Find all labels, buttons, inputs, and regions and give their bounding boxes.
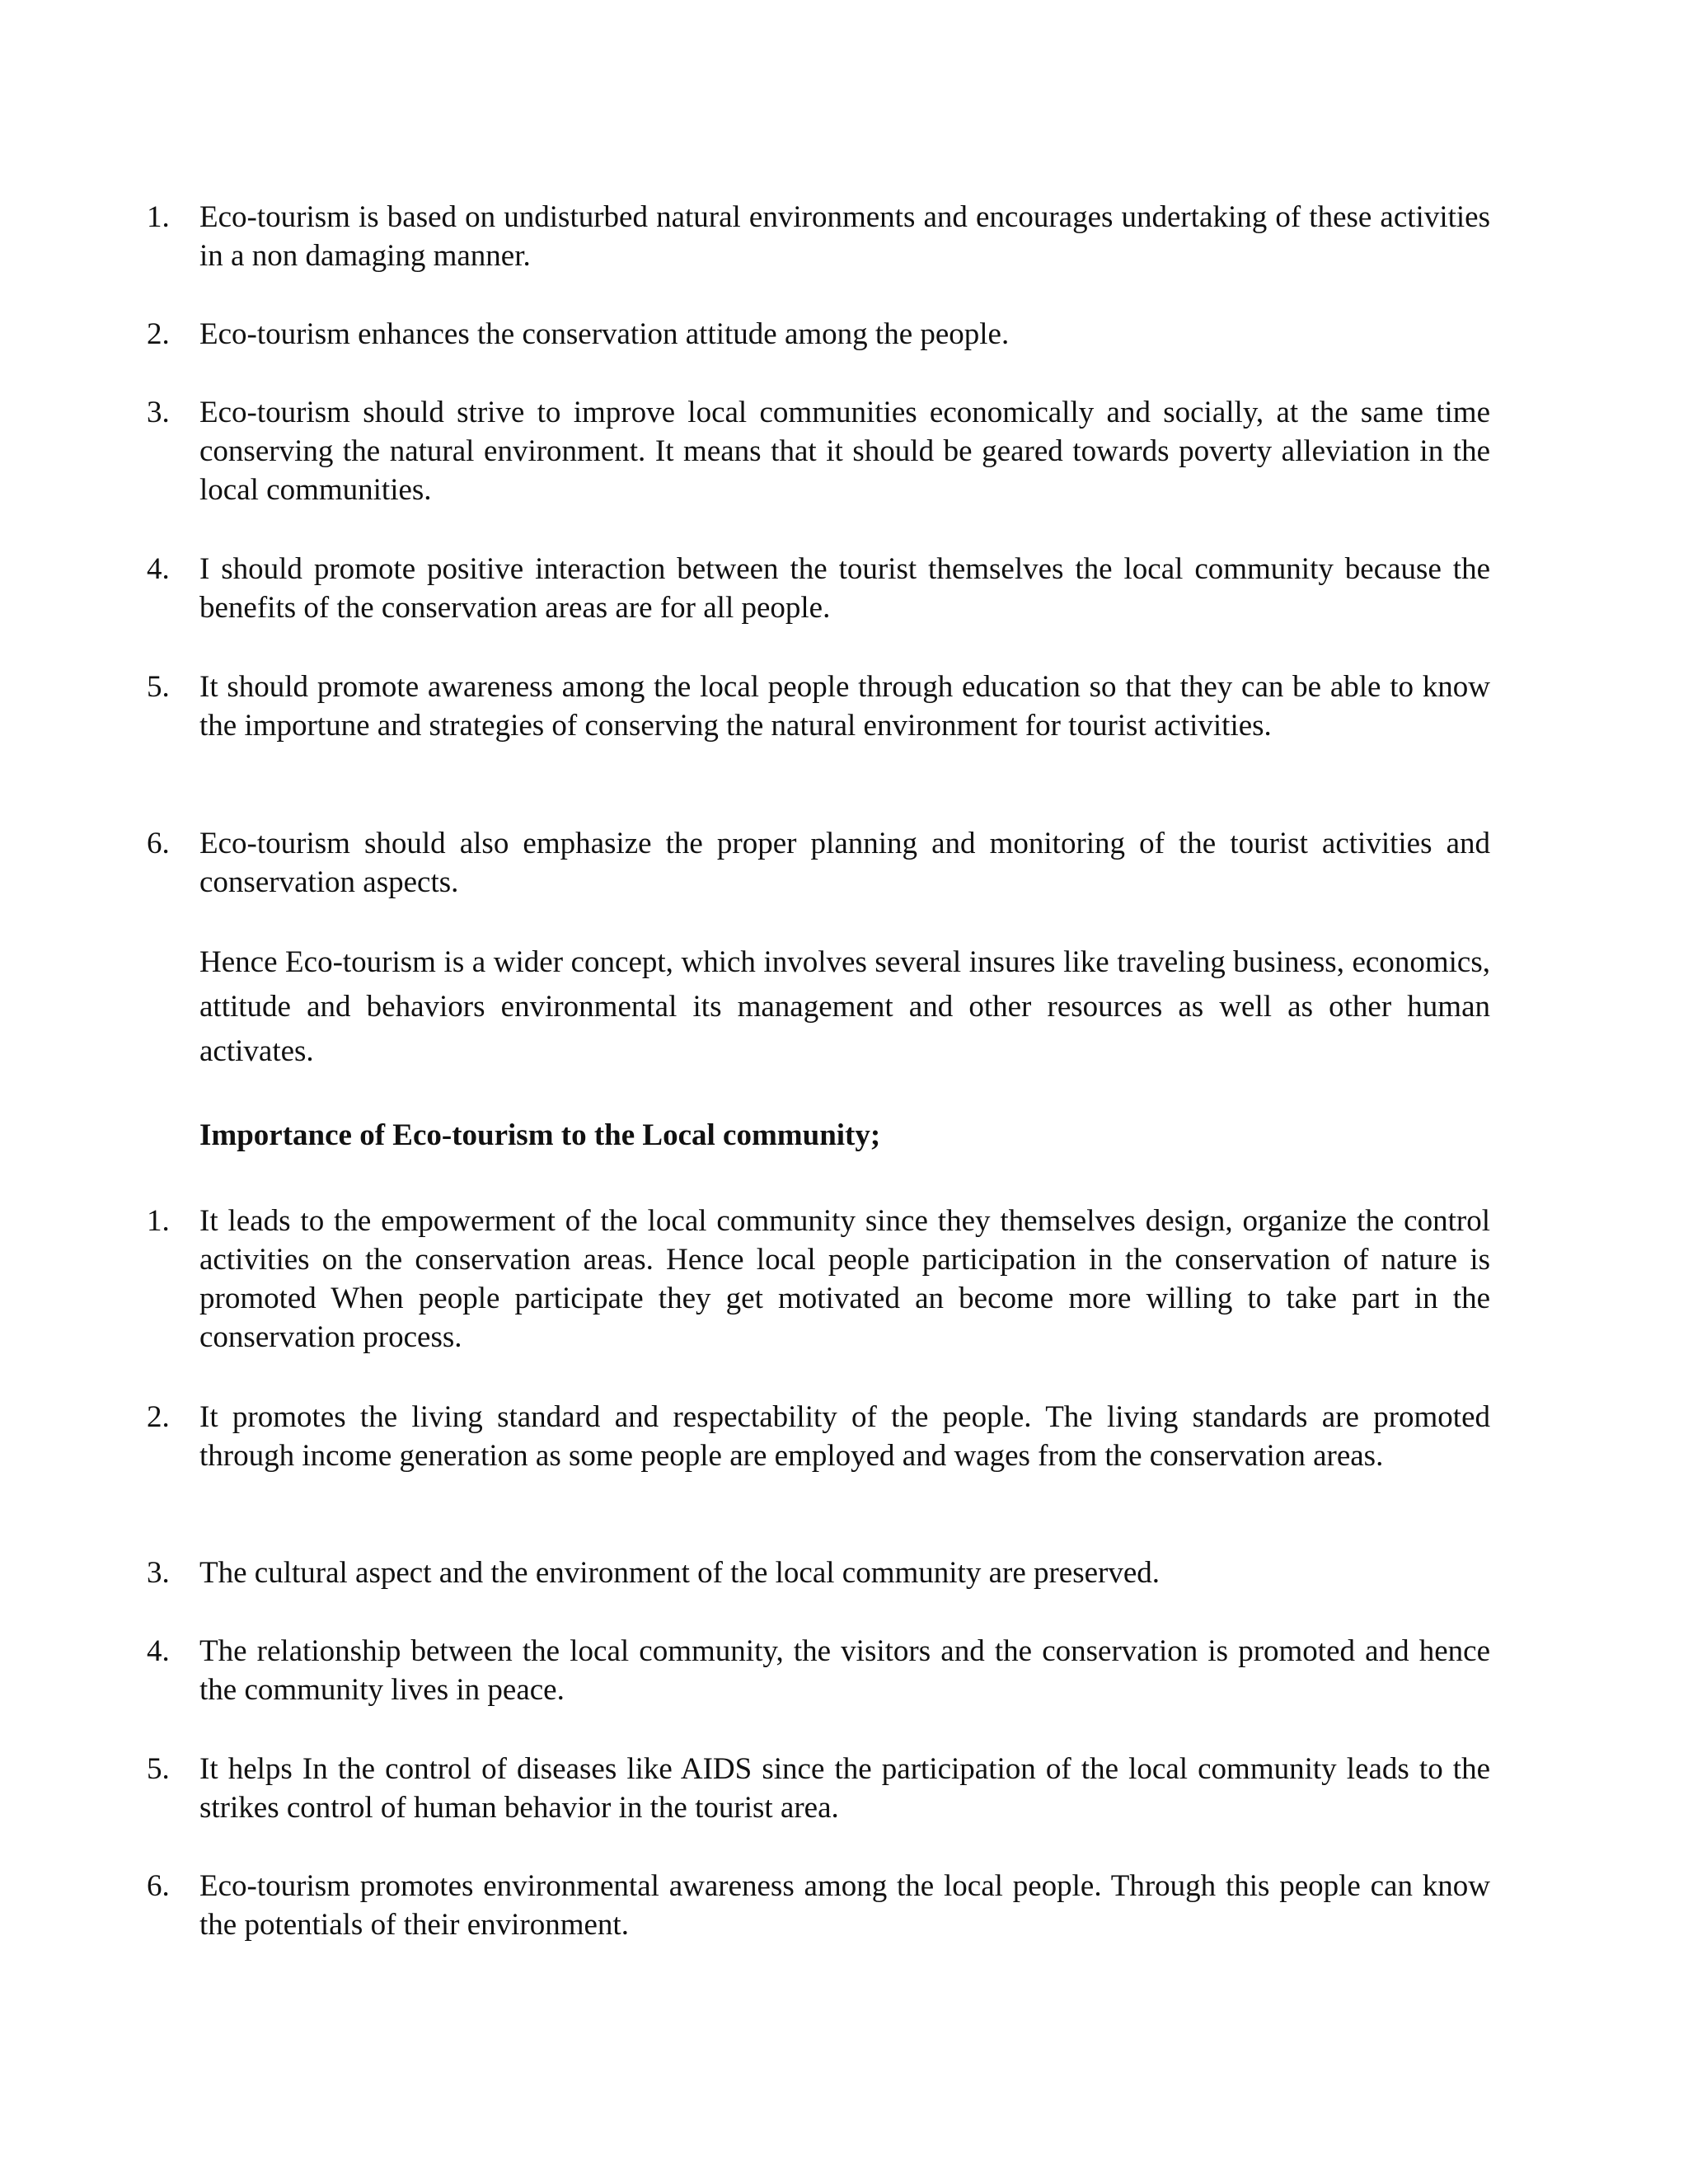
list-text: Eco-tourism is based on undisturbed natural environments and encourages undertaking of these activities in a non damaging manner. xyxy=(199,200,1490,273)
list-text: Eco-tourism should strive to improve local communities economically and socially, at the same time conserving the natural environment. It means that it should be geared towards poverty alleviation in the local communities. xyxy=(199,396,1490,507)
list-number: 2. xyxy=(147,317,170,351)
list-number: 6. xyxy=(147,1869,170,1903)
list-item xyxy=(147,1398,1490,1475)
list-text: The cultural aspect and the environment of the local community are preserved. xyxy=(199,1556,1160,1590)
list-item xyxy=(147,1750,1490,1827)
list-item xyxy=(147,1554,1490,1592)
list-number: 3. xyxy=(147,396,170,429)
list-text: Eco-tourism promotes environmental awareness among the local people. Through this people can know the potentials of their environment. xyxy=(199,1869,1490,1942)
list-item xyxy=(147,1632,1490,1709)
list-item xyxy=(147,1202,1490,1357)
list-item xyxy=(147,393,1490,509)
list-text: It promotes the living standard and respectability of the people. The living standards are promoted through income generation as some people are employed and wages from the conservation areas. xyxy=(199,1400,1490,1473)
list-item xyxy=(147,824,1490,902)
list-number: 5. xyxy=(147,1752,170,1786)
list-number: 3. xyxy=(147,1556,170,1590)
section-heading: Importance of Eco-tourism to the Local community; xyxy=(199,1118,881,1152)
list-text: It helps In the control of diseases like AIDS since the participation of the local community leads to the strikes control of human behavior in the tourist area. xyxy=(199,1752,1490,1825)
list-item xyxy=(147,1867,1490,1944)
list-number: 1. xyxy=(147,1204,170,1238)
list-number: 2. xyxy=(147,1400,170,1434)
list-item xyxy=(147,198,1490,275)
list-number: 6. xyxy=(147,827,170,860)
list-text: Eco-tourism should also emphasize the proper planning and monitoring of the tourist activities and conservation aspects. xyxy=(199,827,1490,899)
list-text: Eco-tourism enhances the conservation attitude among the people. xyxy=(199,317,1010,351)
list-number: 4. xyxy=(147,1634,170,1668)
list-text: It leads to the empowerment of the local community since they themselves design, organize the control activities on the conservation areas. Hence local people participation in the conservation of nature is promoted When people participate they get motivated an become more willing to take part in the conservation process. xyxy=(199,1204,1490,1354)
list-text: The relationship between the local community, the visitors and the conservation is promoted and hence the community lives in peace. xyxy=(199,1634,1490,1707)
list-number: 4. xyxy=(147,552,170,586)
list-text: I should promote positive interaction between the tourist themselves the local community because the benefits of the conservation areas are for all people. xyxy=(199,552,1490,625)
list-item xyxy=(147,668,1490,745)
list-item xyxy=(147,315,1490,354)
summary-paragraph: Hence Eco-tourism is a wider concept, which involves several insures like traveling business, economics, attitude and behaviors environmental its management and other resources as well as other human activates. xyxy=(199,945,1490,1068)
list-number: 5. xyxy=(147,670,170,704)
list-item xyxy=(147,550,1490,627)
list-text: It should promote awareness among the local people through education so that they can be able to know the importune and strategies of conserving the natural environment for tourist activities. xyxy=(199,670,1490,743)
list-number: 1. xyxy=(147,200,170,234)
